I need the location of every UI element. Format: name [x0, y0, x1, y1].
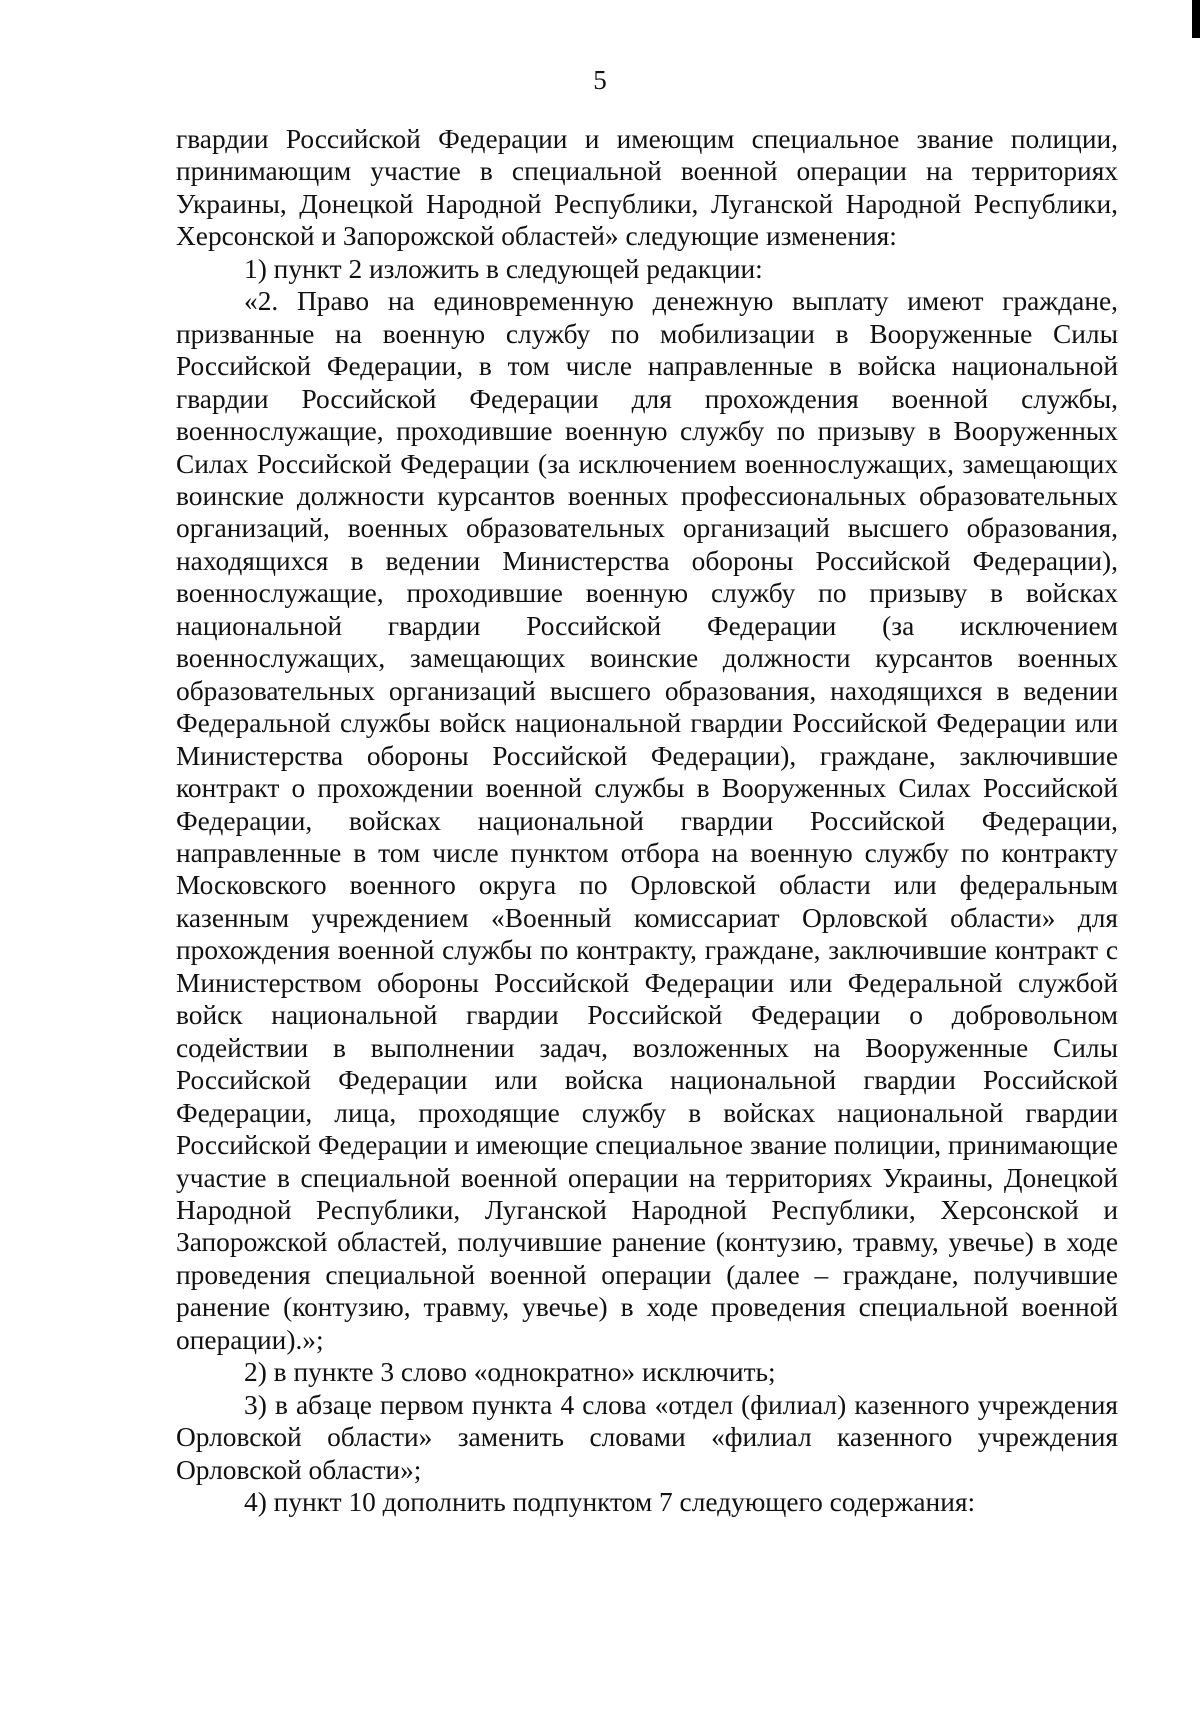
paragraph-item-1: 1) пункт 2 изложить в следующей редакции: — [244, 253, 763, 284]
paragraph-item-3: 3) в абзаце первом пункта 4 слова «отдел (филиал) казенного учреждения Орловской области» заменить словами «филиал казенного учреждения Орловской области»; — [176, 1389, 1118, 1485]
paragraph-item-2: 2) в пункте 3 слово «однократно» исключить; — [244, 1357, 776, 1388]
scan-edge-mark — [1192, 0, 1200, 38]
page-number: 5 — [593, 65, 607, 95]
document-body — [176, 123, 1118, 1518]
paragraph-item-2-text: «2. Право на единовременную денежную выплату имеют граждане, призванные на военную службу по мобилизации в Вооруженные Силы Российской Федерации, в том числе направленные в войска национальной гвардии Российской Федерации для прохождения военной службы, военнослужащие, проходившие военную службу по призыву в Вооруженных Силах Российской Федерации (за исключением военнослужащих, замещающих воинские должности курсантов военных профессиональных образовательных организаций, военных образовательных организаций высшего образования, находящихся в ведении Министерства обороны Российской Федерации), военнослужащие, проходившие военную службу по призыву в войсках национальной гвардии Российской Федерации (за исключением военнослужащих, замещающих воинские должности курсантов военных образовательных организаций высшего образования, находящихся в ведении Федеральной службы войск национальной гвардии Российской Федерации или Министерства обороны Российской Федерации), граждане, заключившие контракт о прохождении военной службы в Вооруженных Силах Российской Федерации, войсках национальной гвардии Российской Федерации, направленные в том числе пунктом отбора на военную службу по контракту Московского военного округа по Орловской области или федеральным казенным учреждением «Военный комиссариат Орловской области» для прохождения военной службы по контракту, граждане, заключившие контракт с Министерством обороны Российской Федерации или Федеральной службой войск национальной гвардии Российской Федерации о добровольном содействии в выполнении задач, возложенных на Вооруженные Силы Российской Федерации или войска национальной гвардии Российской Федерации, лица, проходящие службу в войсках национальной гвардии Российской Федерации и имеющие специальное звание полиции, принимающие участие в специальной военной операции на территориях Украины, Донецкой Народной Республики, Луганской Народной Республики, Херсонской и Запорожской областей, получившие ранение (контузию, травму, увечье) в ходе проведения специальной военной операции (далее – граждане, получившие ранение (контузию, травму, увечье) в ходе проведения специальной военной операции).»; — [176, 286, 1118, 1355]
paragraph-continuation: гвардии Российской Федерации и имеющим специальное звание полиции, принимающим участие в специальной военной операции на территориях Украины, Донецкой Народной Республики, Луганской Народной Республики, Херсонской и Запорожской областей» следующие изменения: — [176, 124, 1118, 252]
paragraph-item-4: 4) пункт 10 дополнить подпунктом 7 следующего содержания: — [244, 1487, 976, 1518]
